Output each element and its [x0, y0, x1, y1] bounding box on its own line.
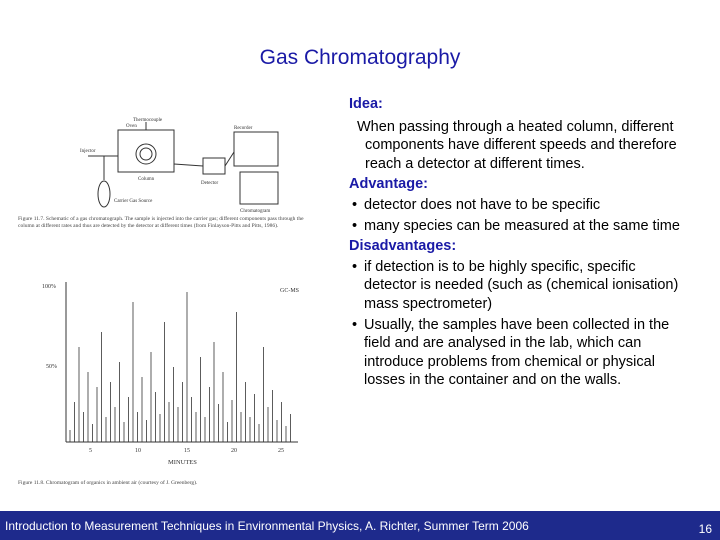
- chromatogram-paper: [240, 172, 278, 204]
- chromatogram-peaks: [70, 292, 291, 442]
- slide-body: [349, 95, 689, 392]
- label-recorder: Recorder: [234, 126, 253, 131]
- list-item: • Usually, the samples have been collected in the field and are analysed in the lab, which can introduce problems from chemical or physical losses in the container and on the walls.: [349, 316, 689, 390]
- detector-box: [203, 158, 225, 174]
- label-detector: Detector: [201, 181, 219, 186]
- list-item: • if detection is to be highly specific, specific detector is needed (such as (chemical ionisation) mass spectrometer): [349, 258, 689, 314]
- gc-schematic: [88, 122, 278, 207]
- x-tick-5: 5: [89, 448, 92, 454]
- x-tick-20: 20: [231, 448, 237, 454]
- method-label: GC-MS: [280, 288, 300, 294]
- x-tick-15: 15: [184, 448, 190, 454]
- chromatogram-caption: Figure 11.8. Chromatogram of organics in ambient air (courtesy of J. Greenberg).: [18, 480, 198, 486]
- schematic-caption-wrap: [18, 216, 308, 250]
- list-item: • many species can be measured at the same time: [349, 217, 689, 236]
- label-oven: Oven: [126, 124, 137, 129]
- disadvantages-list: [349, 258, 689, 390]
- section-heading-advantage: Advantage:: [349, 176, 428, 193]
- x-tick-10: 10: [135, 448, 141, 454]
- x-axis-label: MINUTES: [168, 459, 197, 466]
- chromatogram-plot: [18, 282, 299, 486]
- x-tick-25: 25: [278, 448, 284, 454]
- footer-bar: [0, 511, 720, 540]
- slide-title: Gas Chromatography: [259, 46, 461, 69]
- label-column: Column: [138, 177, 155, 182]
- section-heading-disadvantages: Disadvantages:: [349, 238, 457, 255]
- column-coil: [136, 144, 156, 164]
- y-tick-100: 100%: [42, 284, 56, 290]
- label-thermocouple: Thermocouple: [133, 118, 163, 123]
- idea-paragraph: When passing through a heated column, different components have different speeds and therefore reach a detector at different times.: [357, 118, 677, 172]
- gas-cylinder: [98, 181, 110, 207]
- gc-figure-image: [18, 112, 338, 492]
- schematic-caption: Figure 11.7. Schematic of a gas chromatograph. The sample is injected into the carrier gas; different components pass through the column at different rates and thus are detected by the detector at different times (from Finlayson-Pitts and Pitts, 1986).: [18, 216, 304, 229]
- y-tick-50: 50%: [46, 364, 57, 370]
- label-carrier-gas: Carrier Gas Source: [114, 199, 153, 204]
- list-item: • detector does not have to be specific: [349, 196, 689, 215]
- recorder-box: [234, 132, 278, 166]
- oven-box: [118, 130, 174, 172]
- gc-figure: [18, 112, 338, 492]
- page-number: 16: [698, 522, 712, 536]
- label-injector: Injector: [80, 149, 96, 154]
- section-heading-idea: Idea:: [349, 96, 383, 112]
- footer-text: Introduction to Measurement Techniques in Environmental Physics, A. Richter, Summer Term 2006: [5, 519, 529, 533]
- advantage-list: [349, 196, 689, 235]
- label-chromatogram: Chromatogram: [240, 209, 271, 214]
